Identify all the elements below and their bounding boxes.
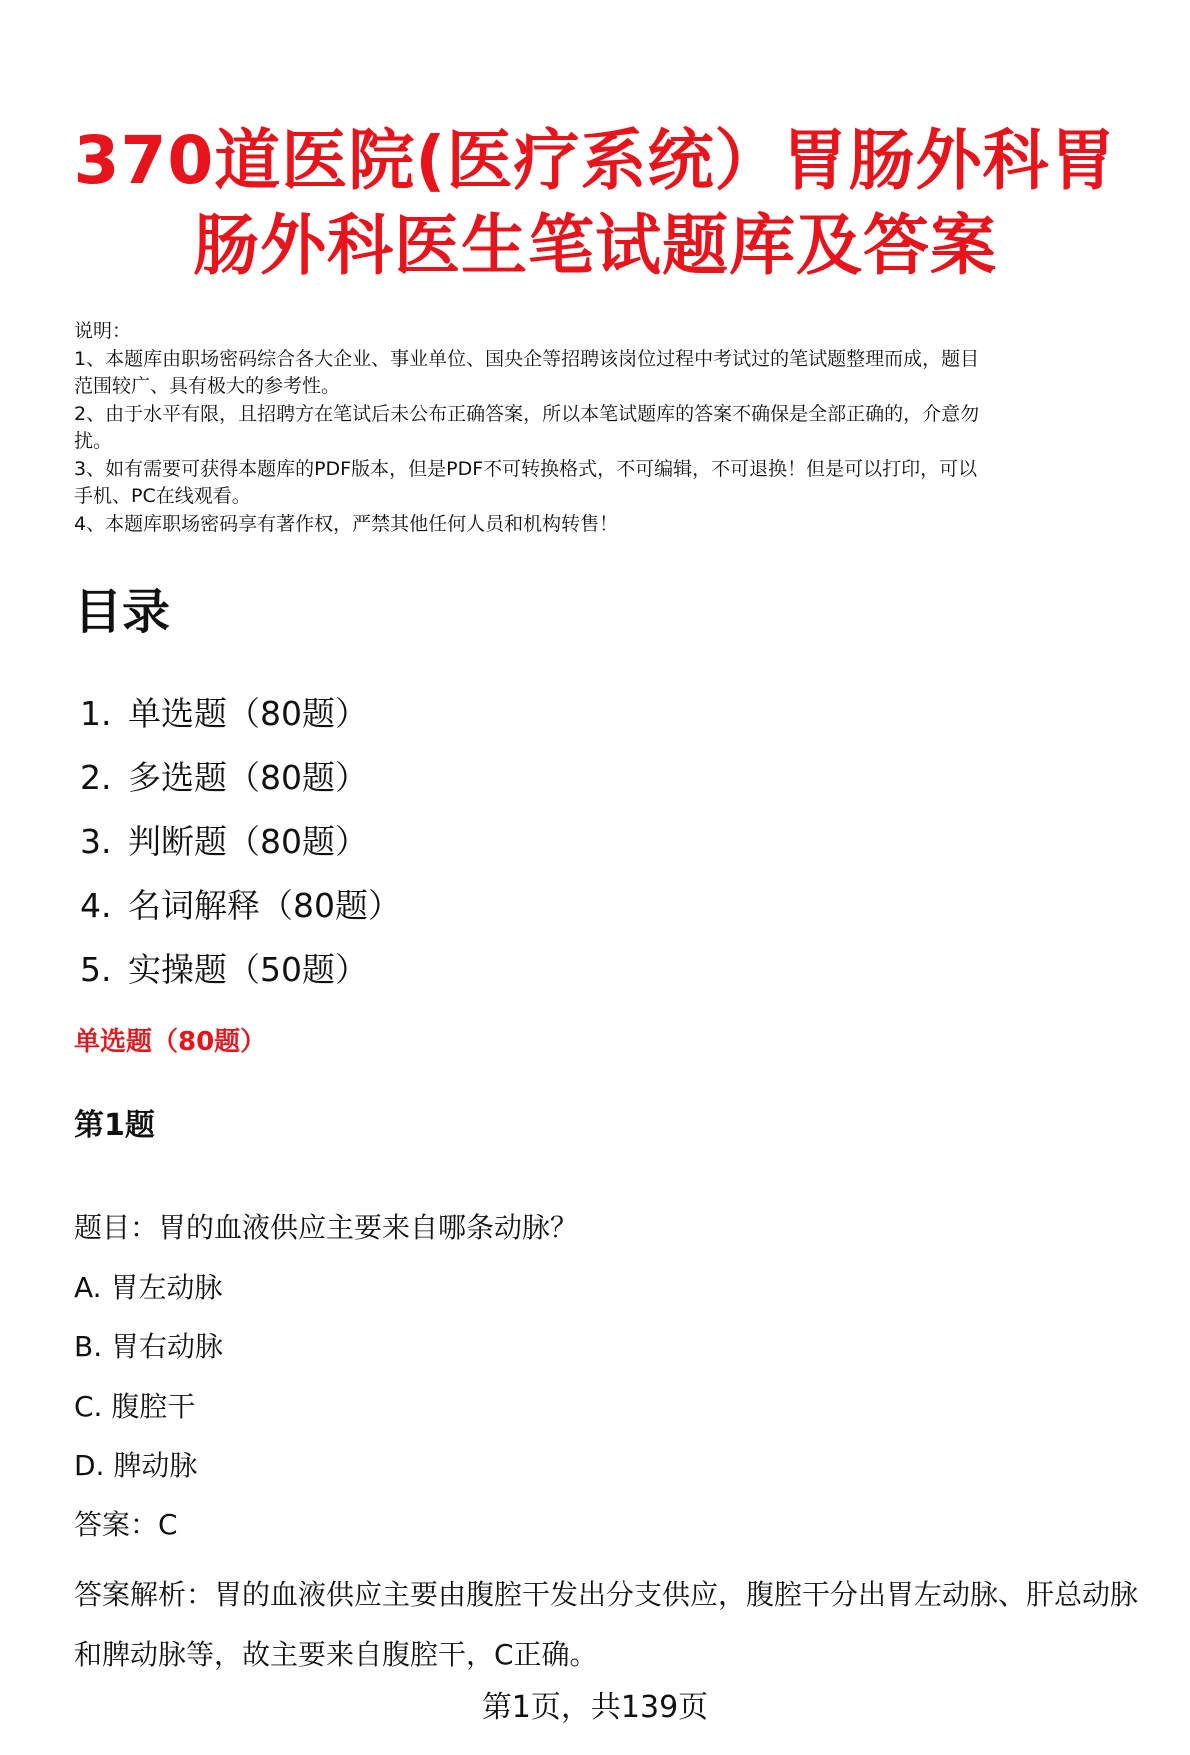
toc-item[interactable] xyxy=(80,682,401,746)
toc-item[interactable] xyxy=(80,874,401,938)
toc-item-label: 实操题（50题） xyxy=(128,950,368,989)
notes-line: 扰。 xyxy=(74,430,113,452)
toc-item-number: 1. xyxy=(80,694,112,733)
answer-analysis: 答案解析：胃的血液供应主要由腹腔干发出分支供应，腹腔干分出胃左动脉、肝总动脉和脾动脉等，故主要来自腹腔干，C正确。 xyxy=(74,1578,1139,1671)
toc-item-label: 判断题（80题） xyxy=(128,822,368,861)
question-number: 第1题 xyxy=(74,1108,155,1143)
toc-item-label: 多选题（80题） xyxy=(128,758,368,797)
notes-line: 手机、PC在线观看。 xyxy=(74,485,251,507)
question-stem: 题目：胃的血液供应主要来自哪条动脉？ xyxy=(74,1211,579,1244)
toc-item-label: 单选题（80题） xyxy=(128,694,368,733)
toc-item-number: 4. xyxy=(80,886,112,925)
toc-item-number: 5. xyxy=(80,950,112,989)
toc-item[interactable] xyxy=(80,810,401,874)
notes-line: 1、本题库由职场密码综合各大企业、事业单位、国央企等招聘该岗位过程中考试过的笔试题整理而成，题目 xyxy=(74,347,980,370)
toc-item[interactable] xyxy=(80,746,401,810)
option-a: A. 胃左动脉 xyxy=(74,1271,223,1304)
option-c: C. 腹腔干 xyxy=(74,1390,196,1423)
toc-item-label: 名词解释（80题） xyxy=(128,886,401,925)
option-b: B. 胃右动脉 xyxy=(74,1330,224,1363)
notes-block xyxy=(74,318,1154,538)
notes-line: 4、本题库职场密码享有著作权，严禁其他任何人员和机构转售！ xyxy=(74,512,619,535)
notes-line: 3、如有需要可获得本题库的PDF版本，但是PDF不可转换格式，不可编辑，不可退换！但是可以打印，可以 xyxy=(74,457,978,480)
toc-heading: 目录 xyxy=(74,584,171,640)
option-d: D. 脾动脉 xyxy=(74,1449,198,1482)
notes-line: 2、由于水平有限，且招聘方在笔试后未公布正确答案，所以本笔试题库的答案不确保是全部正确的，介意勿 xyxy=(74,402,980,425)
notes-heading: 说明： xyxy=(74,320,132,342)
notes-line: 范围较广、具有极大的参考性。 xyxy=(74,375,341,397)
toc-item-number: 3. xyxy=(80,822,112,861)
toc-item-number: 2. xyxy=(80,758,112,797)
section-title: 单选题（80题） xyxy=(74,1027,267,1057)
page-footer: 第1页，共139页 xyxy=(481,1690,709,1725)
document-title-line-2: 肠外科医生笔试题库及答案 xyxy=(193,207,997,284)
toc-item[interactable] xyxy=(80,938,401,1002)
document-title-line-1: 370道医院(医疗系统）胃肠外科胃 xyxy=(73,122,1117,199)
answer: 答案：C xyxy=(74,1508,178,1541)
table-of-contents xyxy=(80,682,401,1002)
